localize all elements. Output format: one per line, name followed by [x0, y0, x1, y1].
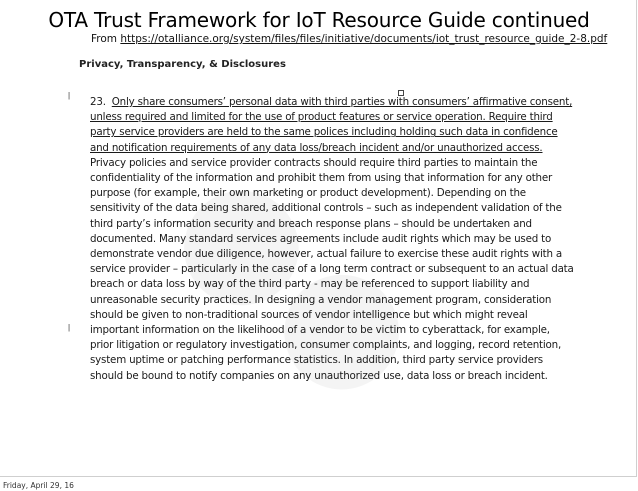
- guideline-underlined: Only share consumers’ personal data with third parties with consumers’ affirmative consent, unless required and limited for the use of product features or service operation. Require third party service providers are held to the same polices including holding such data in confidence and notification requirements of any data loss/breach incident and/or unauthorized access.: [90, 96, 573, 154]
- source-line: [91, 33, 607, 45]
- footer-date: Friday, April 29, 16: [3, 481, 74, 490]
- slide-title: OTA Trust Framework for IoT Resource Guide continued: [48, 8, 590, 32]
- guideline-paragraph: [90, 95, 576, 384]
- source-link[interactable]: https://otalliance.org/system/files/files/initiative/documents/iot_trust_resource_guide_2-8.pdf: [120, 33, 608, 45]
- left-margin-mark: |: [68, 91, 71, 100]
- guideline-body: Privacy policies and service provider contracts should require third parties to maintain the confidentiality of the information and prohibit them from using that information for any other purpose (for example, their own marketing or product development). Depending on the sensitivity of the data being shared, additional controls – such as independent validation of the third party’s information security and breach response plans – should be undertaken and documented. Many standard services agreements include audit rights which may be used to demonstrate vendor due diligence, however, actual failure to exercise these audit rights with a service provider – particularly in the case of a long term contract or subsequent to an actual data breach or data loss by way of the third party - may be referenced to support liability and unreasonable security practices. In designing a vendor management program, consideration should be given to non-traditional sources of vendor intelligence but which might reveal important information on the likelihood of a vendor to be victim to cyberattack, for example, prior litigation or regulatory investigation, consumer complaints, and logging, record retention, system uptime or patching performance statistics. In addition, third party service providers should be bound to notify companies on any unauthorized use, data loss or breach incident.: [90, 156, 574, 382]
- source-prefix: From: [91, 33, 118, 45]
- item-number: 23.: [90, 96, 106, 108]
- left-margin-mark-lower: |: [68, 323, 71, 332]
- section-heading: Privacy, Transparency, & Disclosures: [79, 59, 286, 70]
